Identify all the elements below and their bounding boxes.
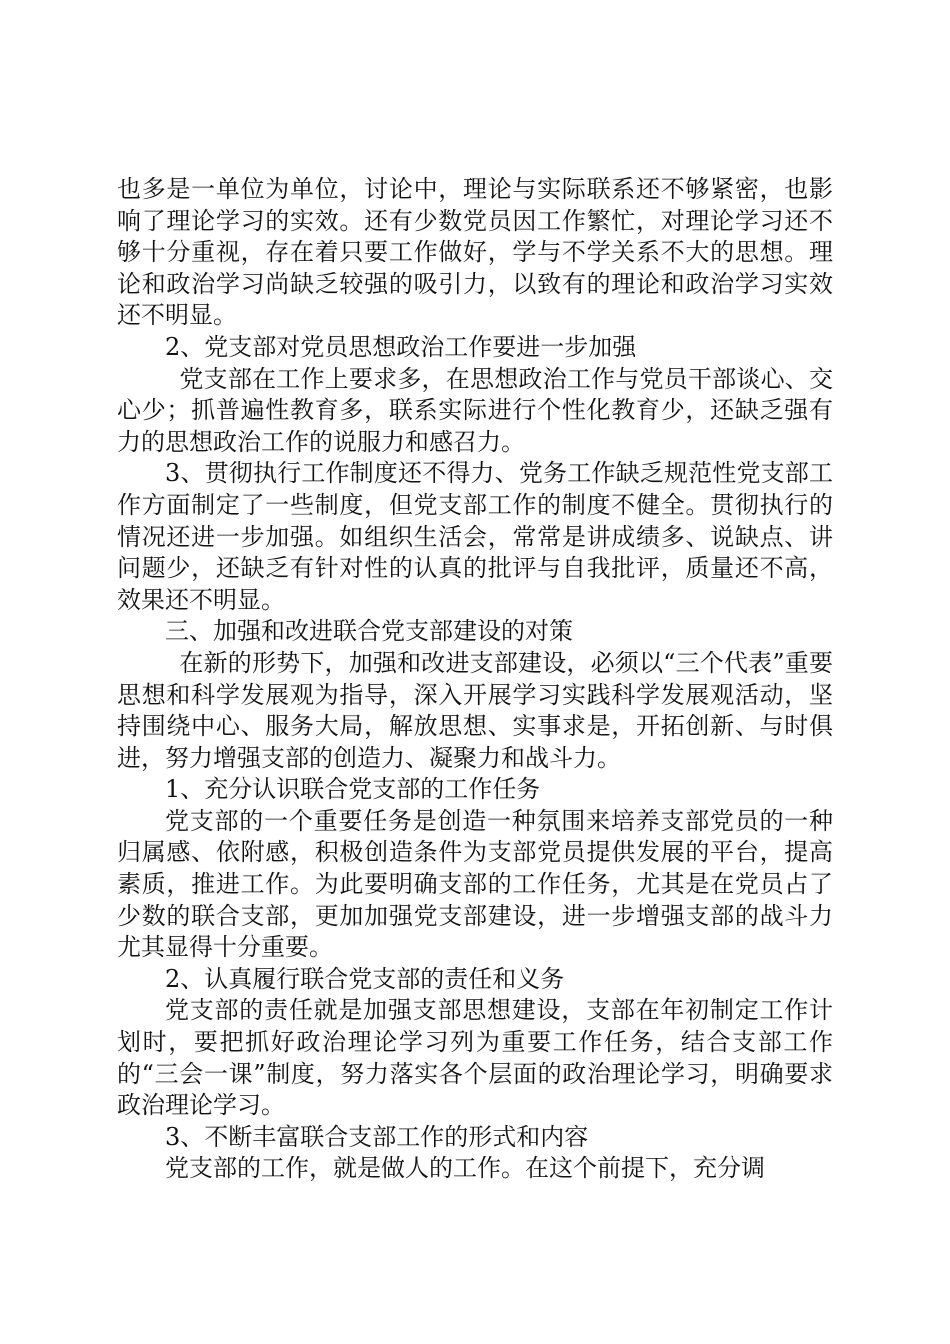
paragraph-continuation: 也多是一单位为单位，讨论中，理论与实际联系还不够紧密，也影响了理论学习的实效。还有少数党员因工作繁忙，对理论学习还不够十分重视，存在着只要工作做好，学与不学关系不大的思想。理论和政治学习尚缺乏较强的吸引力，以致有的理论和政治学习实效还不明显。 (117, 175, 833, 330)
paragraph-new-situation: 在新的形势下，加强和改进支部建设，必须以“三个代表”重要思想和科学发展观为指导，深入开展学习实践科学发展观活动，坚持围绕中心、服务大局，解放思想、实事求是，开拓创新、与时俱进，努力增强支部的创造力、凝聚力和战斗力。 (117, 648, 833, 772)
document-body (117, 174, 833, 1185)
paragraph-tasks: 党支部的一个重要任务是创造一种氛围来培养支部党员的一种归属感、依附感，积极创造条件为支部党员提供发展的平台，提高素质，推进工作。为此要明确支部的工作任务，尤其是在党员占了少数的联合支部，更加加强党支部建设，进一步增强支部的战斗力尤其显得十分重要。 (117, 806, 833, 962)
paragraph-3-system: 3、贯彻执行工作制度还不得力、党务工作缺乏规范性党支部工作方面制定了一些制度，但党支部工作的制度不健全。贯彻执行的情况还进一步加强。如组织生活会，常常是讲成绩多、说缺点、讲问题少，还缺乏有针对性的认真的批评与自我批评，质量还不高，效果还不明显。 (117, 459, 833, 614)
subheading-2-thought-work: 2、党支部对党员思想政治工作要进一步加强 (165, 332, 637, 361)
subheading-2-duties: 2、认真履行联合党支部的责任和义务 (165, 964, 565, 993)
paragraph-duties: 党支部的责任就是加强支部思想建设，支部在年初制定工作计划时，要把抓好政治理论学习列为重要工作任务，结合支部工作的“三会一课”制度，努力落实各个层面的政治理论学习，明确要求政治理论学习。 (117, 996, 833, 1120)
subheading-3-forms: 3、不断丰富联合支部工作的形式和内容 (165, 1122, 589, 1151)
paragraph-forms: 党支部的工作，就是做人的工作。在这个前提下，充分调 (165, 1154, 765, 1183)
subheading-1-tasks: 1、充分认识联合党支部的工作任务 (165, 775, 541, 804)
paragraph-thought-work: 党支部在工作上要求多，在思想政治工作与党员干部谈心、交心少；抓普遍性教育多，联系实际进行个性化教育少，还缺乏强有力的思想政治工作的说服力和感召力。 (117, 364, 833, 456)
section-heading-3-countermeasures: 三、加强和改进联合党支部建设的对策 (165, 617, 573, 646)
